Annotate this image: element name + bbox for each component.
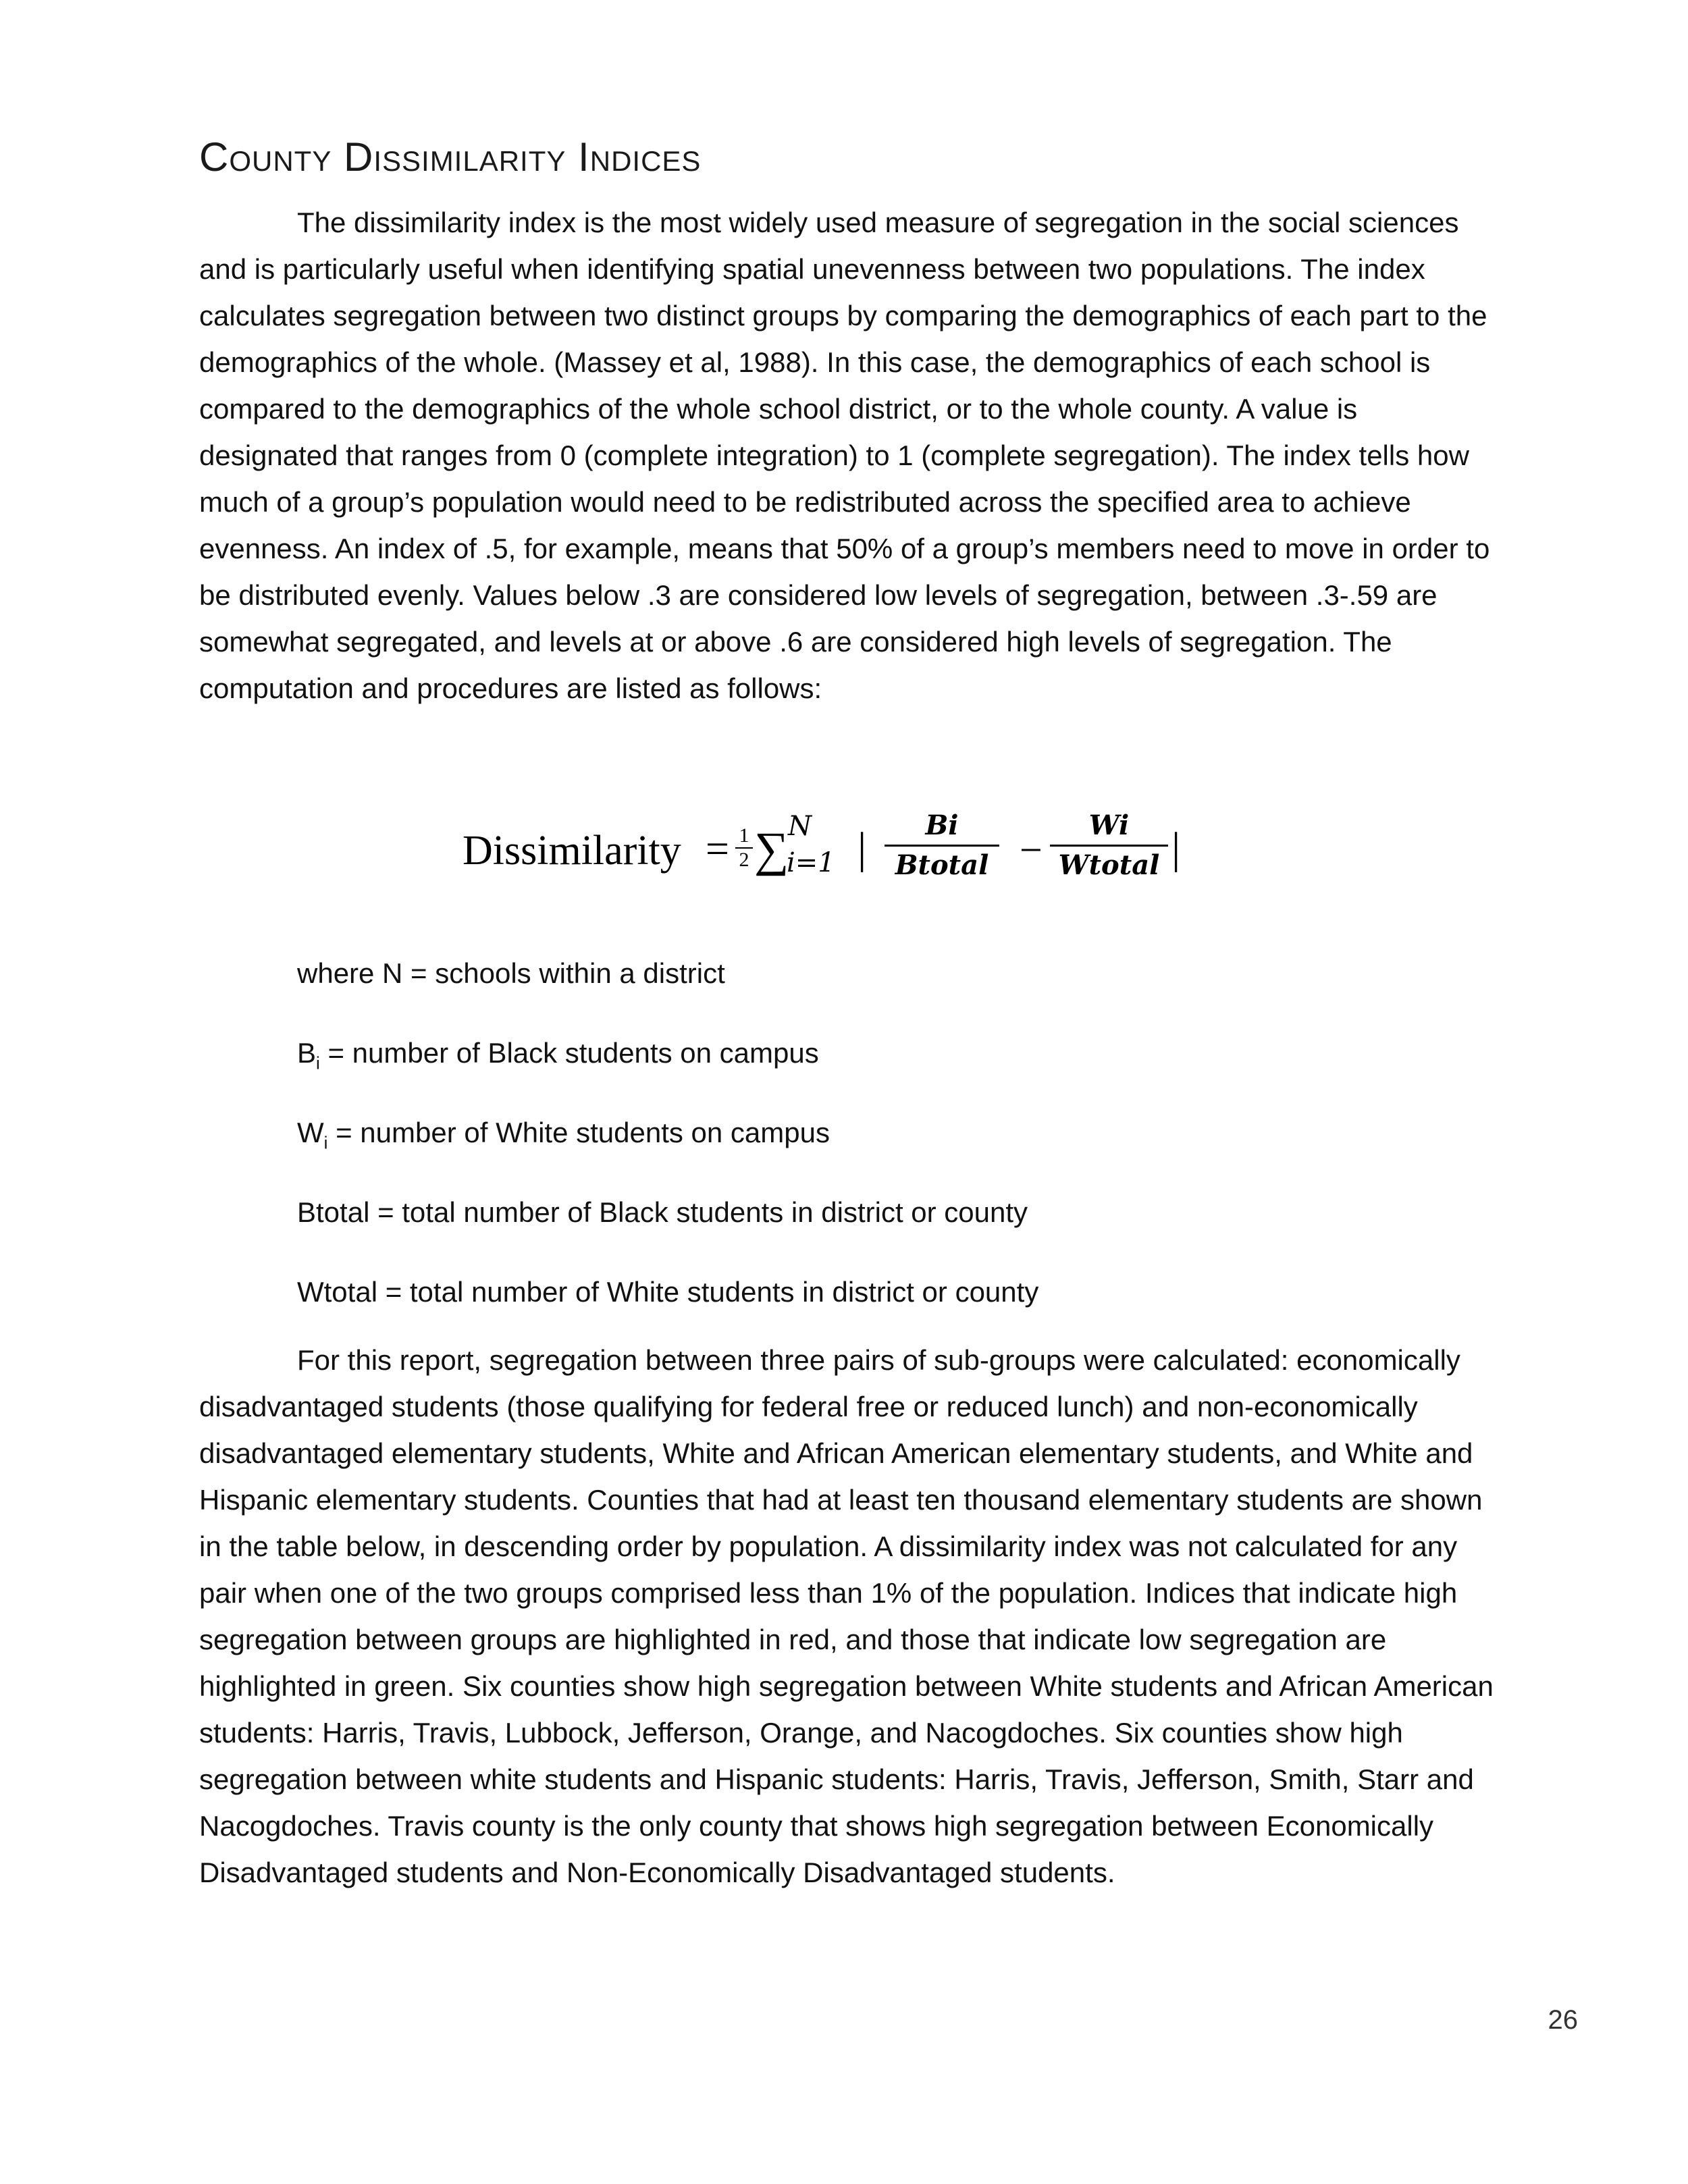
bi-subscript: i xyxy=(316,1053,320,1073)
fraction-black-numerator: Bi xyxy=(925,809,959,841)
definition-wtotal: Wtotal = total number of White students in district or county xyxy=(297,1276,1039,1308)
definition-bi xyxy=(297,1037,819,1073)
formula-abs-close: | xyxy=(1171,824,1181,873)
fraction-black-denominator: Btotal xyxy=(895,849,989,881)
formula-fraction-white xyxy=(1050,807,1168,884)
formula-half xyxy=(734,826,754,870)
formula-half-numerator: 1 xyxy=(739,824,749,847)
bi-text: = number of Black students on campus xyxy=(319,1037,819,1069)
formula-half-denominator: 2 xyxy=(739,849,749,871)
intro-paragraph: The dissimilarity index is the most widely used measure of segregation in the social sciences and is particularly useful when identifying spatial unevenness between two populations. The index calculates segregation between two distinct groups by comparing the demographics of each part to the demographics of the whole. (Massey et al, 1988). In this case, the demographics of each school is compared to the demographics of the whole school district, or to the whole county. A value is designated that ranges from 0 (complete integration) to 1 (complete segregation). The index tells how much of a group’s population would need to be redistributed across the specified area to achieve evenness. An index of .5, for example, means that 50% of a group’s members need to move in order to be distributed evenly. Values below .3 are considered low levels of segregation, between .3-.59 are somewhat segregated, and levels at or above .6 are considered high levels of segregation. The computation and procedures are listed as follows: xyxy=(199,207,1490,704)
formula-label: Dissimilarity xyxy=(463,828,681,874)
wi-symbol: W xyxy=(297,1117,324,1148)
bi-symbol: B xyxy=(297,1037,317,1069)
formula-upper-limit: N xyxy=(788,811,812,842)
definition-n: where N = schools within a district xyxy=(297,957,725,989)
fraction-white-denominator: Wtotal xyxy=(1058,849,1160,881)
page-number: 26 xyxy=(1548,2005,1578,2035)
formula-lower-limit: i=1 xyxy=(787,847,835,878)
definition-wi xyxy=(297,1117,830,1153)
formula-equals: = xyxy=(706,826,729,872)
wi-subscript: i xyxy=(323,1132,328,1153)
findings-paragraph: For this report, segregation between three pairs of sub-groups were calculated: economically disadvantaged students (those qualifying for federal free or reduced lunch) and non-economically disadvantaged elementary students, White and African American elementary students, and White and Hispanic elementary students. Counties that had at least ten thousand elementary students are shown in the table below, in descending order by population. A dissimilarity index was not calculated for any pair when one of the two groups comprised less than 1% of the population. Indices that indicate high segregation between groups are highlighted in red, and those that indicate low segregation are highlighted in green. Six counties show high segregation between White students and African American students: Harris, Travis, Lubbock, Jefferson, Orange, and Nacogdoches. Six counties show high segregation between white students and Hispanic students: Harris, Travis, Jefferson, Smith, Starr and Nacogdoches. Travis county is the only county that shows high segregation between Economically Disadvantaged students and Non-Economically Disadvantaged students. xyxy=(199,1344,1494,1888)
section-heading: County Dissimilarity Indices xyxy=(199,134,702,180)
formula-abs-open: | xyxy=(858,824,867,873)
formula-sigma: ∑ xyxy=(754,822,789,876)
definition-btotal: Btotal = total number of Black students in district or county xyxy=(297,1196,1028,1228)
formula-minus: − xyxy=(1020,828,1043,872)
formula-fraction-black xyxy=(885,807,999,884)
fraction-white-numerator: Wi xyxy=(1088,809,1130,841)
wi-text: = number of White students on campus xyxy=(327,1117,830,1148)
dissimilarity-formula xyxy=(463,807,1205,901)
